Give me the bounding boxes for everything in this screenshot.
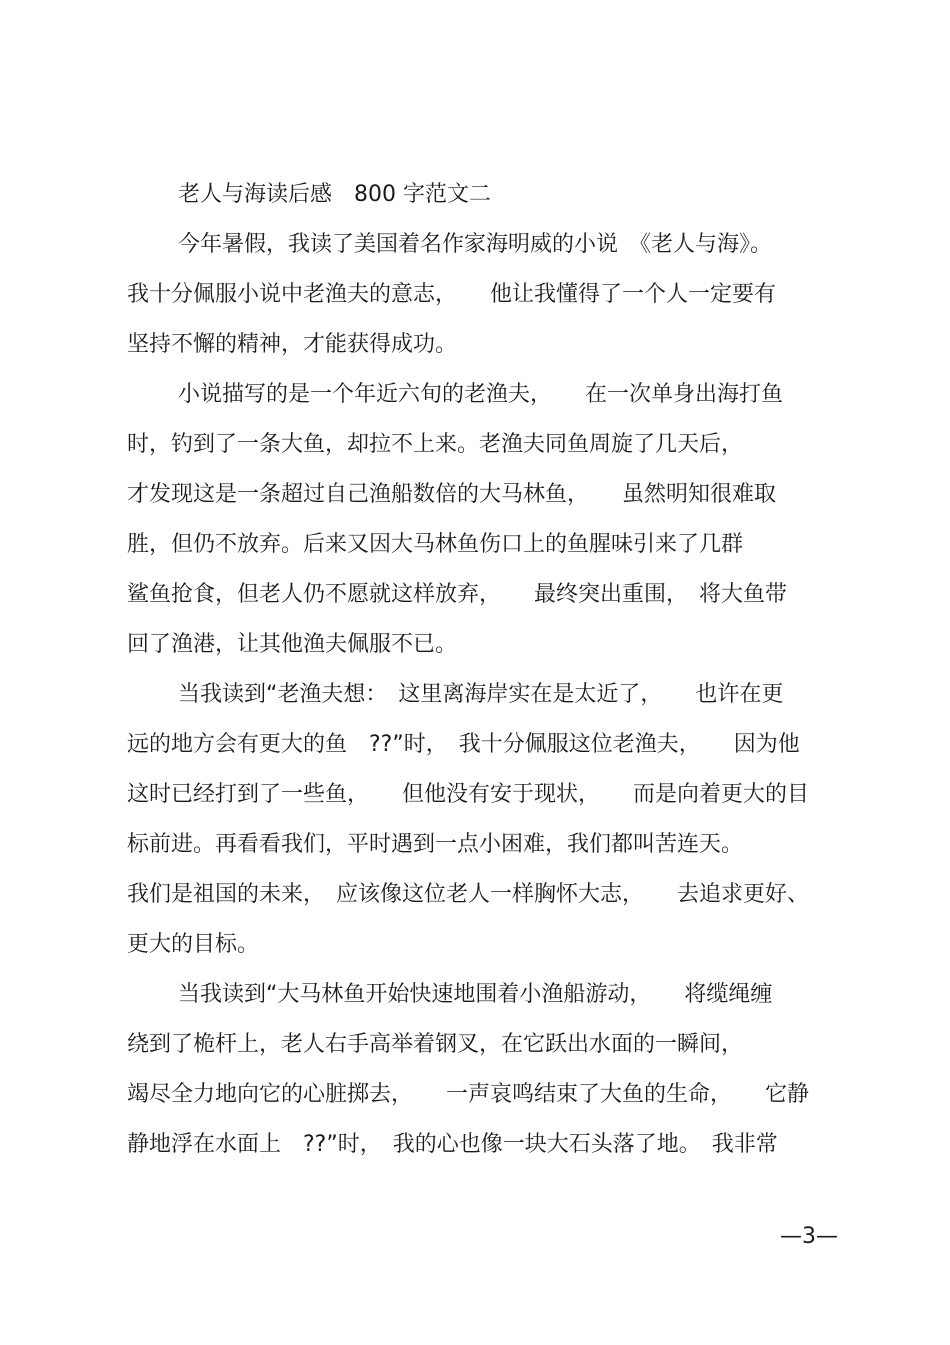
text-line: 绕到了桅杆上，老人右手高举着钢叉，在它跃出水面的一瞬间， [127,1032,744,1057]
page-number: —3— [780,1224,838,1249]
text-line: 才发现这是一条超过自己渔船数倍的大马林鱼， 虽然明知很难取 [127,482,777,507]
text-line: 鲨鱼抢食，但老人仍不愿就这样放弃， 最终突出重围， 将大鱼带 [127,582,788,607]
text-line: 静地浮在水面上 ??”时， 我的心也像一块大石头落了地。 我非常 [127,1132,778,1157]
text-line: 回了渔港，让其他渔夫佩服不已。 [127,632,458,657]
text-line: 这时已经打到了一些鱼， 但他没有安于现状， 而是向着更大的目 [127,782,810,807]
text-line: 我十分佩服小说中老渔夫的意志， 他让我懂得了一个人一定要有 [127,282,777,307]
text-line: 胜，但仍不放弃。后来又因大马林鱼伤口上的鱼腥味引来了几群 [127,532,744,557]
text-line: 小说描写的是一个年近六旬的老渔夫， 在一次单身出海打鱼 [178,382,784,407]
text-line: 竭尽全力地向它的心脏掷去， 一声哀鸣结束了大鱼的生命， 它静 [127,1082,810,1107]
text-line: 我们是祖国的未来， 应该像这位老人一样胸怀大志， 去追求更好、 [127,882,810,907]
document-title: 老人与海读后感 800 字范文二 [178,182,491,207]
text-line: 时，钓到了一条大鱼，却拉不上来。老渔夫同鱼周旋了几天后， [127,432,744,457]
text-line: 更大的目标。 [127,932,260,957]
text-line: 当我读到“大马林鱼开始快速地围着小渔船游动， 将缆绳缠 [178,982,773,1007]
text-line: 坚持不懈的精神，才能获得成功。 [127,332,458,357]
text-line: 今年暑假，我读了美国着名作家海明威的小说 《老人与海》。 [178,232,773,257]
text-line: 当我读到“老渔夫想： 这里离海岸实在是太近了， 也许在更 [178,682,784,707]
text-line: 标前进。再看看我们，平时遇到一点小困难，我们都叫苦连天。 [127,832,744,857]
text-line: 远的地方会有更大的鱼 ??”时， 我十分佩服这位老渔夫， 因为他 [127,732,800,757]
